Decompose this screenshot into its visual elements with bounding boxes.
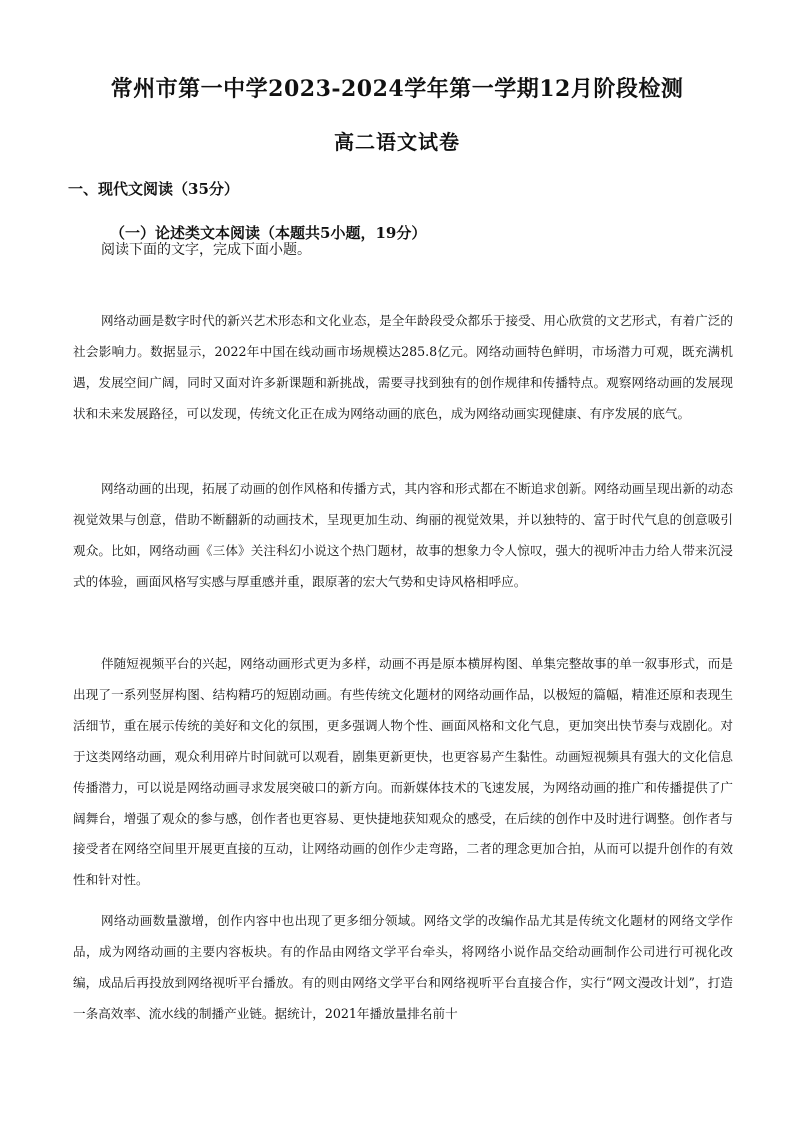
- exam-title: 常州市第一中学2023-2024学年第一学期12月阶段检测: [110, 76, 684, 102]
- passage-paragraph-2: 网络动画的出现，拓展了动画的创作风格和传播方式，其内容和形式都在不断追求创新。网络动画呈现出新的动态视觉效果与创意，借助不断翻新的动画技术，呈现更加生动、绚丽的视觉效果，并以独特的、富于时代气息的创意吸引观众。比如，网络动画《三体》关注科幻小说这个热门题材，故事的想象力令人惊叹，强大的视听冲击力给人带来沉浸式的体验，画面风格写实感与厚重感并重，跟原著的宏大气势和史诗风格相呼应。: [73, 481, 733, 589]
- subsection-heading: （一）论述类文本阅读（本题共5小题，19分）: [110, 224, 427, 242]
- passage-paragraph-3: 伴随短视频平台的兴起，网络动画形式更为多样，动画不再是原本横屏构图、单集完整故事的单一叙事形式，而是出现了一系列竖屏构图、结构精巧的短剧动画。有些传统文化题材的网络动画作品，以极短的篇幅，精准还原和表现生活细节，重在展示传统的美好和文化的氛围，更多强调人物个性、画面风格和文化气息，更加突出快节奏与戏剧化。对于这类网络动画，观众利用碎片时间就可以观看，剧集更新更快，也更容易产生黏性。动画短视频具有强大的文化信息传播潜力，可以说是网络动画寻求发展突破口的新方向。而新媒体技术的飞速发展，为网络动画的推广和传播提供了广阔舞台，增强了观众的参与感，创作者也更容易、更快捷地获知观众的感受，在后续的创作中及时进行调整。创作者与接受者在网络空间里开展更直接的互动，让网络动画的创作少走弯路，二者的理念更加合拍，从而可以提升创作的有效性和针对性。: [73, 656, 733, 888]
- exam-subtitle: 高二语文试卷: [334, 130, 460, 154]
- passage-paragraph-1: 网络动画是数字时代的新兴艺术形态和文化业态，是全年龄段受众都乐于接受、用心欣赏的文艺形式，有着广泛的社会影响力。数据显示，2022年中国在线动画市场规模达285.8亿元。网络动画特色鲜明，市场潜力可观，既充满机遇，发展空间广阔，同时又面对许多新课题和新挑战，需要寻找到独有的创作规律和传播特点。观察网络动画的发展现状和未来发展路径，可以发现，传统文化正在成为网络动画的底色，成为网络动画实现健康、有序发展的底气。: [73, 313, 733, 421]
- passage-paragraph-4: 网络动画数量激增，创作内容中也出现了更多细分领域。网络文学的改编作品尤其是传统文化题材的网络文学作品，成为网络动画的主要内容板块。有的作品由网络文学平台牵头，将网络小说作品交给动画制作公司进行可视化改编，成品后再投放到网络视听平台播放。有的则由网络文学平台和网络视听平台直接合作，实行“网文漫改计划”，打造一条高效率、流水线的制播产业链。据统计，2021年播放量排名前十: [73, 913, 733, 1021]
- reading-instruction: 阅读下面的文字，完成下面小题。: [101, 242, 311, 258]
- section-heading: 一、现代文阅读（35分）: [68, 180, 239, 198]
